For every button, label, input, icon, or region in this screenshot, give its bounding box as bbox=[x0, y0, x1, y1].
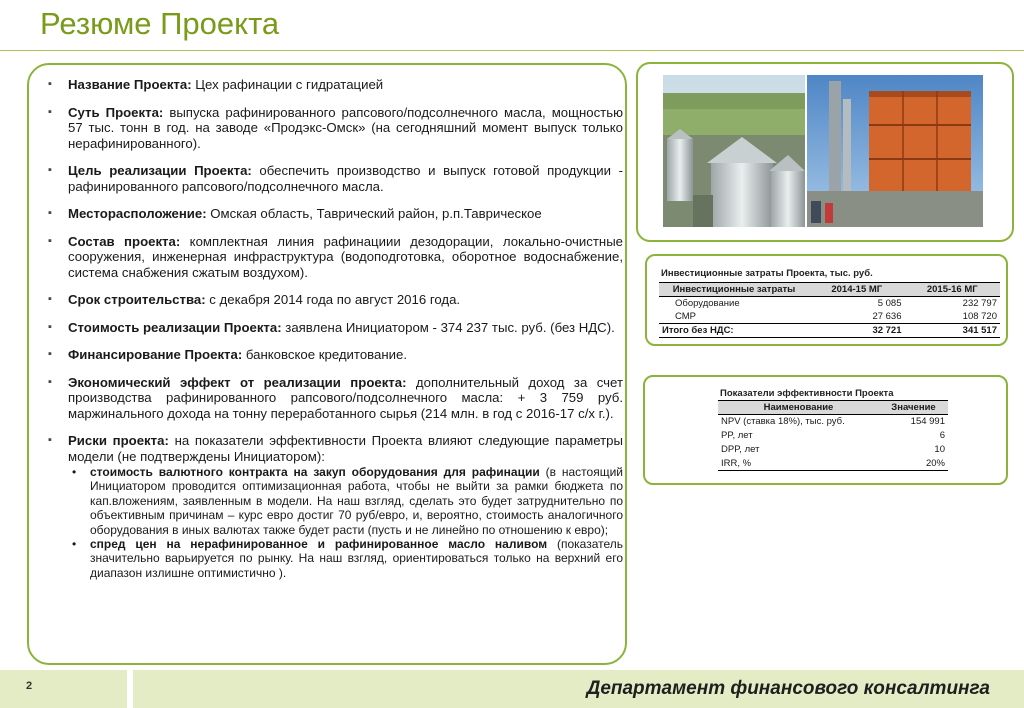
table-row bbox=[659, 297, 1000, 311]
bullet-text: комплектная линия рафинациии дезодорации, локально-очистные сооружения, инженерная инфраструктура (водоподготовка, оборотное водоснабжение, система снабжения сжатым воздухом). bbox=[68, 233, 624, 280]
indicator-value: 10 bbox=[934, 444, 945, 455]
risk-label: спред цен на нерафинированное и рафинированное масло наливом bbox=[90, 537, 548, 552]
bullet-label: Риски проекта: bbox=[68, 433, 169, 448]
page-number: 2 bbox=[26, 680, 33, 692]
bullet-text: с декабря 2014 года по август 2016 года. bbox=[205, 292, 461, 307]
table-row bbox=[659, 310, 1000, 324]
bullet-text: на показатели эффективности Проекта влияют следующие параметры модели (не подтверждены Инициатором): bbox=[68, 433, 623, 464]
column-header: Значение bbox=[879, 401, 948, 415]
bullet-financing bbox=[43, 347, 623, 363]
footer-page-number-box bbox=[0, 670, 127, 708]
summary-bullet-list bbox=[43, 77, 623, 580]
risk-sub-list bbox=[68, 465, 623, 580]
indicator-name: NPV (ставка 18%), тыс. руб. bbox=[721, 416, 845, 428]
bullet-text: выпуска рафинированного рапсового/подсолнечного масла, мощностью 57 тыс. тонн в год. на заводе «Продэкс-Омск» (на сегодняшний момент выпуск только нерафинированного). bbox=[68, 104, 623, 151]
indicator-name: IRR, % bbox=[718, 457, 879, 471]
plant-photos-panel bbox=[636, 62, 1014, 242]
total-label: Итого без НДС: bbox=[659, 324, 809, 338]
risk-item-price-spread bbox=[68, 537, 623, 580]
bullet-text: Омская область, Таврический район, р.п.Таврическое bbox=[206, 206, 542, 221]
table-header-row bbox=[718, 401, 948, 415]
bullet-label: Финансирование Проекта: bbox=[68, 347, 243, 362]
bullet-text: Цех рафинации с гидратацией bbox=[191, 77, 384, 92]
table-row bbox=[718, 443, 948, 457]
table-row bbox=[718, 415, 948, 429]
column-header: 2014-15 МГ bbox=[809, 283, 904, 297]
risk-text: (показатель значительно варьируется по рынку. На наш взгляд, ориентироваться только на верхний его диапазон излишне оптимистично ). bbox=[90, 537, 623, 580]
investment-costs-table bbox=[659, 282, 1000, 338]
cell-value: 27 636 bbox=[872, 311, 902, 322]
bullet-label: Суть Проекта: bbox=[68, 104, 164, 120]
row-label: Оборудование bbox=[675, 298, 740, 309]
efficiency-table-caption: Показатели эффективности Проекта bbox=[720, 388, 894, 399]
bullet-project-essence bbox=[43, 105, 623, 152]
row-label: СМР bbox=[675, 311, 697, 322]
bullet-location bbox=[43, 206, 623, 222]
cell-value: 5 085 bbox=[877, 298, 902, 309]
indicator-name: PP, лет bbox=[721, 430, 753, 441]
risk-item-currency-contract bbox=[68, 465, 623, 537]
bullet-project-goal bbox=[43, 163, 623, 194]
bullet-construction-period bbox=[43, 292, 623, 308]
project-summary-panel bbox=[27, 63, 627, 665]
cell-value: 108 720 bbox=[962, 311, 997, 322]
bullet-label: Название Проекта: bbox=[68, 77, 192, 92]
risk-label: стоимость валютного контракта на закуп оборудования для рафинации bbox=[90, 465, 540, 479]
indicator-value: 20% bbox=[879, 457, 948, 471]
bullet-label: Срок строительства: bbox=[68, 292, 206, 307]
footer-band bbox=[133, 670, 1024, 708]
bullet-economic-effect bbox=[43, 375, 623, 422]
indicator-value: 154 991 bbox=[910, 416, 945, 428]
risk-text: (в настоящий Инициатором проводится оптимизационная работа, чтобы не выйти за рамки бюджета по кап.вложениям, заявленным в модели. На наш взгляд, сделать это будет затруднительно по объективным причинам – курс евро достиг 70 руб/евро, и, вероятно, стоимость аналогичного оборудования в иных валютах также будет расти (пусть и не линейно по отношению к евро); bbox=[90, 465, 623, 537]
bullet-label: Цель реализации Проекта: bbox=[68, 163, 252, 178]
bullet-text: заявлена Инициатором - 374 237 тыс. руб. (без НДС). bbox=[281, 319, 615, 335]
bullet-project-risks bbox=[43, 433, 623, 580]
title-divider bbox=[0, 50, 1024, 51]
column-header: Наименование bbox=[718, 401, 879, 415]
table-row bbox=[718, 457, 948, 471]
indicator-value: 6 bbox=[939, 430, 945, 441]
silo-photo bbox=[663, 75, 805, 227]
cell-value: 232 797 bbox=[962, 298, 997, 309]
efficiency-indicators-table bbox=[718, 400, 948, 471]
bullet-text: обеспечить производство и выпуск готовой продукции - рафинированного рапсового/подсолнечного масла. bbox=[68, 163, 623, 194]
bullet-project-name bbox=[43, 77, 623, 93]
indicator-name: DPP, лет bbox=[721, 444, 760, 455]
slide-title: Резюме Проекта bbox=[40, 6, 280, 41]
total-row bbox=[659, 324, 1000, 338]
efficiency-indicators-panel bbox=[643, 375, 1008, 485]
refinery-building-photo bbox=[807, 75, 983, 227]
column-header: 2015-16 МГ bbox=[905, 283, 1001, 297]
bullet-label: Стоимость реализации Проекта: bbox=[68, 319, 282, 335]
bullet-project-composition bbox=[43, 234, 623, 281]
bullet-label: Состав проекта: bbox=[68, 233, 181, 249]
total-value: 341 517 bbox=[905, 324, 1001, 338]
column-header: Инвестиционные затраты bbox=[659, 283, 809, 297]
table-header-row bbox=[659, 283, 1000, 297]
bullet-text: дополнительный доход за счет производства рафинированного рапсового/подсолнечного масла: + 3 759 руб. маржинального дохода на тонну переработанного сырья (214 млн. в год с 2016-17 с/х г.). bbox=[68, 374, 623, 421]
bullet-label: Экономический эффект от реализации проекта: bbox=[68, 374, 407, 390]
table-row bbox=[718, 429, 948, 443]
bullet-text: банковское кредитование. bbox=[242, 347, 407, 362]
department-name: Департамент финансового консалтинга bbox=[586, 678, 990, 699]
bullet-project-cost bbox=[43, 320, 623, 336]
bullet-label: Месторасположение: bbox=[68, 206, 207, 221]
total-value: 32 721 bbox=[809, 324, 904, 338]
investment-table-caption: Инвестиционные затраты Проекта, тыс. руб. bbox=[661, 268, 873, 279]
investment-costs-panel bbox=[645, 254, 1008, 346]
